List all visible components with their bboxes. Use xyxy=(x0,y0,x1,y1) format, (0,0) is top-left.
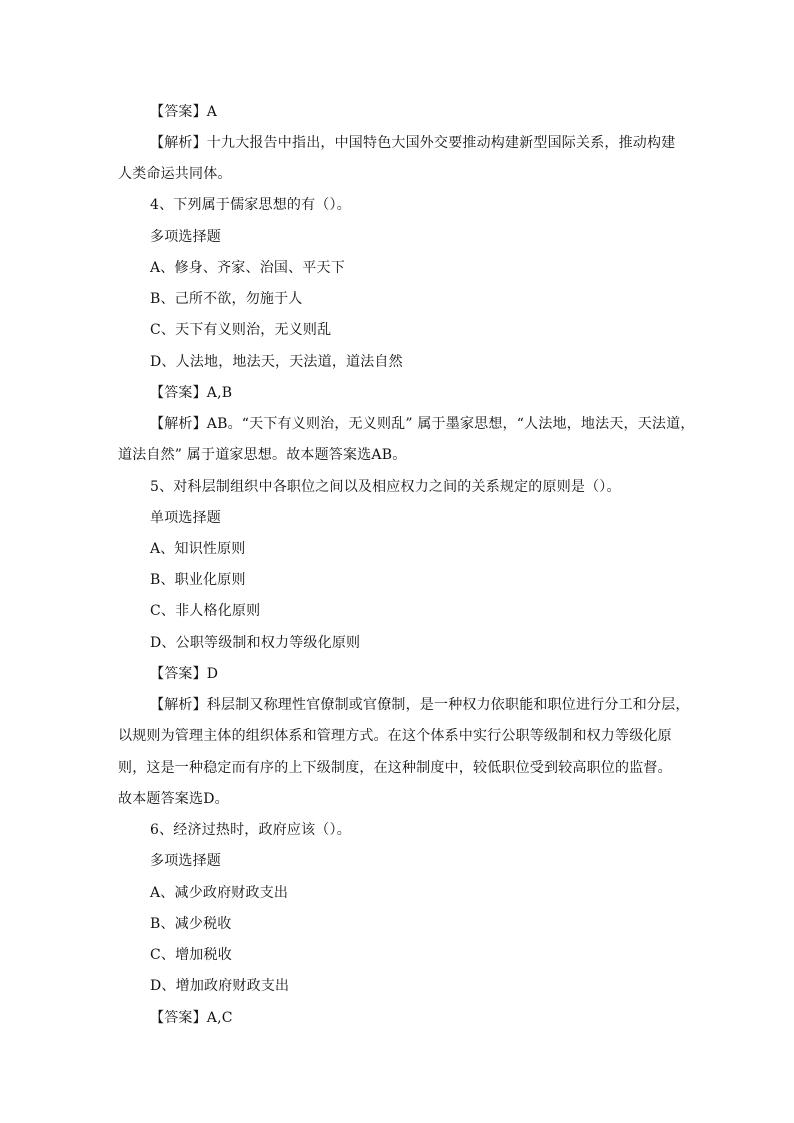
question-5: 5、对科层制组织中各职位之间以及相应权力之间的关系规定的原则是（）。 xyxy=(150,479,621,495)
option-d: D、增加政府财政支出 xyxy=(150,978,290,994)
option-a: A、修身、齐家、治国、平天下 xyxy=(150,260,345,276)
answer-line: 【答案】D xyxy=(150,666,219,682)
question-type: 多项选择题 xyxy=(150,229,221,245)
analysis-continuation: 则，这是一种稳定而有序的上下级制度，在这种制度中，较低职位受到较高职位的监督。 xyxy=(118,760,672,776)
analysis-continuation: 人类命运共同体。 xyxy=(118,166,232,182)
question-type: 多项选择题 xyxy=(150,853,221,869)
option-c: C、增加税收 xyxy=(150,947,232,963)
question-type: 单项选择题 xyxy=(150,510,221,526)
analysis-line: 【解析】AB。“天下有义则治，无义则乱” 属于墨家思想，“人法地，地法天，天法道， xyxy=(150,416,695,432)
option-c: C、非人格化原则 xyxy=(150,603,261,619)
option-a: A、减少政府财政支出 xyxy=(150,885,289,901)
question-6: 6、经济过热时，政府应该（）。 xyxy=(150,822,351,838)
option-b: B、职业化原则 xyxy=(150,572,246,588)
answer-line: 【答案】A,B xyxy=(150,385,233,401)
analysis-continuation: 以规则为管理主体的组织体系和管理方式。在这个体系中实行公职等级制和权力等级化原 xyxy=(118,728,672,744)
option-b: B、己所不欲，勿施于人 xyxy=(150,291,303,307)
analysis-continuation: 道法自然” 属于道家思想。故本题答案选AB。 xyxy=(118,447,407,463)
answer-line: 【答案】A,C xyxy=(150,1010,233,1026)
analysis-line: 【解析】科层制又称理性官僚制或官僚制，是一种权力依职能和职位进行分工和分层， xyxy=(150,697,690,713)
analysis-line: 【解析】十九大报告中指出，中国特色大国外交要推动构建新型国际关系，推动构建 xyxy=(150,135,676,151)
option-c: C、天下有义则治，无义则乱 xyxy=(150,322,332,338)
analysis-continuation: 故本题答案选D。 xyxy=(118,791,229,807)
option-d: D、公职等级制和权力等级化原则 xyxy=(150,635,361,651)
option-d: D、人法地，地法天，天法道，道法自然 xyxy=(150,354,403,370)
question-4: 4、下列属于儒家思想的有（）。 xyxy=(150,197,351,213)
option-a: A、知识性原则 xyxy=(150,541,246,557)
answer-line: 【答案】A xyxy=(150,104,218,120)
option-b: B、减少税收 xyxy=(150,916,232,932)
